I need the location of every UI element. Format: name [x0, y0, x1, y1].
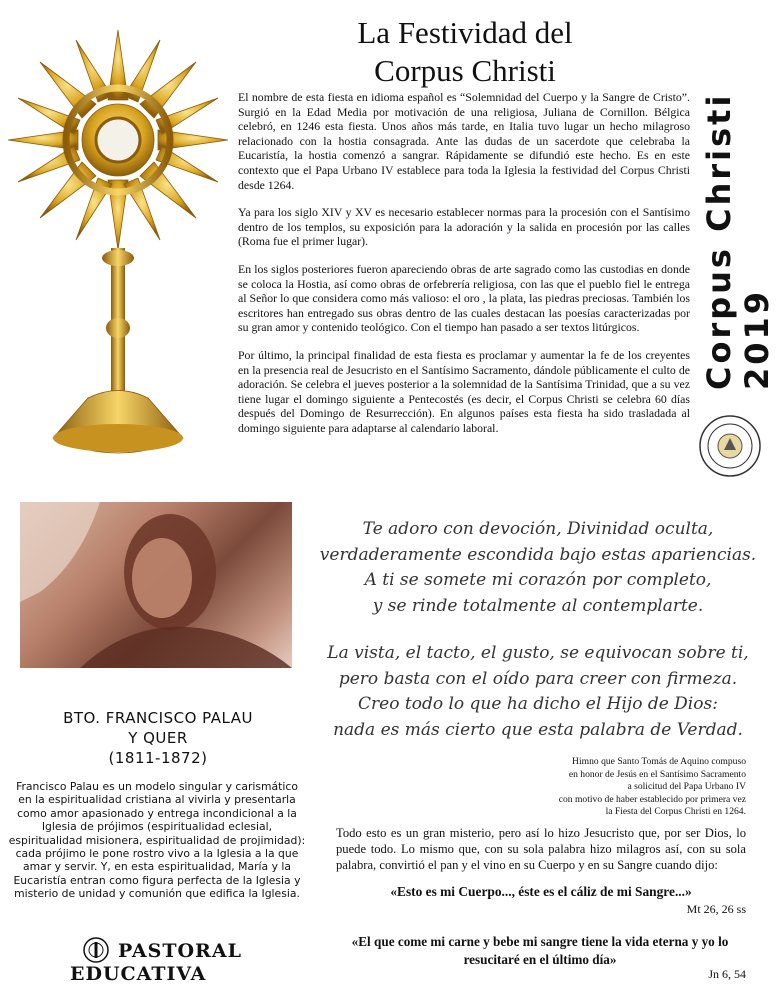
seal-icon	[698, 414, 762, 478]
pastoral-logo-text	[70, 940, 240, 986]
hymn-stanza-1	[318, 517, 758, 619]
hymn-line: Creo todo lo que ha dicho el Hijo de Dios:	[358, 694, 718, 714]
page-title	[300, 14, 630, 90]
logo-line-2: EDUCATIVA	[70, 963, 207, 985]
hymn-credit-line: la Fiesta del Corpus Christi en 1264.	[605, 806, 746, 818]
blessed-name	[20, 708, 296, 768]
scripture-quote-2: «El que come mi carne y bebe mi sangre tiene la vida eterna y yo lo resucitaré en el último día»	[351, 934, 729, 967]
title-line-2: Corpus Christi	[374, 53, 556, 88]
hymn-stanza-2	[318, 641, 758, 743]
hymn-line: pero basta con el oído para creer con firmeza.	[338, 668, 738, 689]
portrait-illustration	[20, 502, 292, 668]
closing-paragraph: Todo esto es un gran misterio, pero así lo hizo Jesucristo que, por ser Dios, lo puede todo. Lo mismo que, con su sola palabra hizo milagros así, con su sola palabra, convirtió el pan y el vino en su Cuerpo y en su Sangre cuando dijo:	[336, 826, 746, 872]
hymn-line: La vista, el tacto, el gusto, se equivocan sobre ti,	[327, 643, 749, 663]
title-line-1: La Festividad del	[357, 15, 573, 50]
intro-paragraph: En los siglos posteriores fueron apareciendo obras de arte sagrado como las custodias en donde se coloca la Hostia, así como obras de orfebrería religiosa, con las que el pueblo fiel le entrega al Señor lo que considera como más valioso: el oro , la plata, las piedras preciosas. También los escritores han entregado sus obras dentro de las cuales destacan las poesías caracterizadas por su gran amor y contenido teológico. Con el tiempo han pasado a ser textos litúrgicos.	[238, 261, 690, 335]
hymn-credit-line: con motivo de haber establecido por primera vez	[558, 793, 746, 805]
scripture-reference-1: Mt 26, 26 ss	[686, 902, 746, 916]
scripture-reference-2: Jn 6, 54	[708, 967, 746, 981]
monstrance-image	[18, 28, 218, 468]
hymn-line: Te adoro con devoción, Divinidad oculta,	[362, 519, 714, 539]
hymn-line: verdaderamente escondida bajo estas apariencias.	[319, 544, 757, 565]
hymn-text	[318, 517, 758, 765]
blessed-name-line-1: BTO. FRANCISCO PALAU	[63, 709, 253, 727]
vertical-title: Corpus Christi 2019	[700, 92, 776, 390]
hymn-line: y se rinde totalmente al contemplarte.	[372, 595, 704, 616]
hymn-line: A ti se somete mi corazón por completo,	[364, 570, 712, 590]
intro-paragraph: Ya para los siglo XIV y XV es necesario establecer normas para la procesión con el Santísimo dentro de los templos, su exposición para la adoración y la salida en procesión por las calles (Roma fue el primer lugar).	[238, 205, 690, 249]
portrait-image	[20, 502, 292, 668]
blessed-years: (1811-1872)	[108, 749, 208, 767]
intro-text	[238, 90, 690, 448]
blessed-name-line-2: Y QUER	[128, 729, 188, 747]
hymn-credit-line: Himno que Santo Tomás de Aquino compuso	[572, 756, 746, 767]
intro-paragraph: Por último, la principal finalidad de esta fiesta es proclamar y aumentar la fe de los creyentes en la presencia real de Jesucristo en el Santísimo Sacramento, dándole públicamente el culto de adoración. Se celebra el jueves posterior a la solemnidad de la Santísima Trinidad, que a su vez tiene lugar el domingo siguiente a Pentecostés (es decir, el Corpus Christi se celebra 60 días después del Domingo de Resurrección). En algunos países esta fiesta ha sido trasladada al domingo siguiente para adaptarse al calendario laboral.	[238, 347, 690, 435]
hymn-credit	[480, 756, 746, 819]
blessed-description: Francisco Palau es un modelo singular y carismático en la espiritualidad cristiana al vivirla y presentarla como amor apasionado y entrega incondicional a la Iglesia de prójimos (espiritualidad eclesial, espiritualidad misionera, espiritualidad de projimidad): cada prójimo le pone rostro vivo a la Iglesia a la que amar y servir. Y, en esta espiritualidad, María y la Eucaristía entran como figura perfecta de la Iglesia y misterio de unidad y comunión que edifica la Iglesia.	[8, 780, 306, 901]
hymn-credit-line: a solicitud del Papa Urbano IV	[627, 781, 746, 793]
hymn-line: nada es más cierto que esta palabra de Verdad.	[333, 719, 743, 740]
hymn-credit-line: en honor de Jesús en el Santísimo Sacramento	[568, 768, 746, 780]
logo-line-1: PASTORAL	[118, 940, 242, 962]
intro-paragraph: El nombre de esta fiesta en idioma español es “Solemnidad del Cuerpo y la Sangre de Cristo”. Surgió en la Edad Media por motivación de una religiosa, Juliana de Cornillon. Bélgica celebró, en 1246 esta fiesta. Unos años más tarde, en Italia tuvo lugar un hecho milagroso relacionado con la hostia consagrada. Ante las dudas de un sacerdote que celebraba la Eucaristía, la hostia comenzó a sangrar. Rápidamente se difundió este hecho. Es en este contexto que el Papa Urbano IV establece para toda la Iglesia la festividad del Corpus Christi desde 1264.	[238, 90, 690, 192]
scripture-quote-1: «Esto es mi Cuerpo..., éste es el cáliz de mi Sangre...»	[390, 884, 692, 899]
